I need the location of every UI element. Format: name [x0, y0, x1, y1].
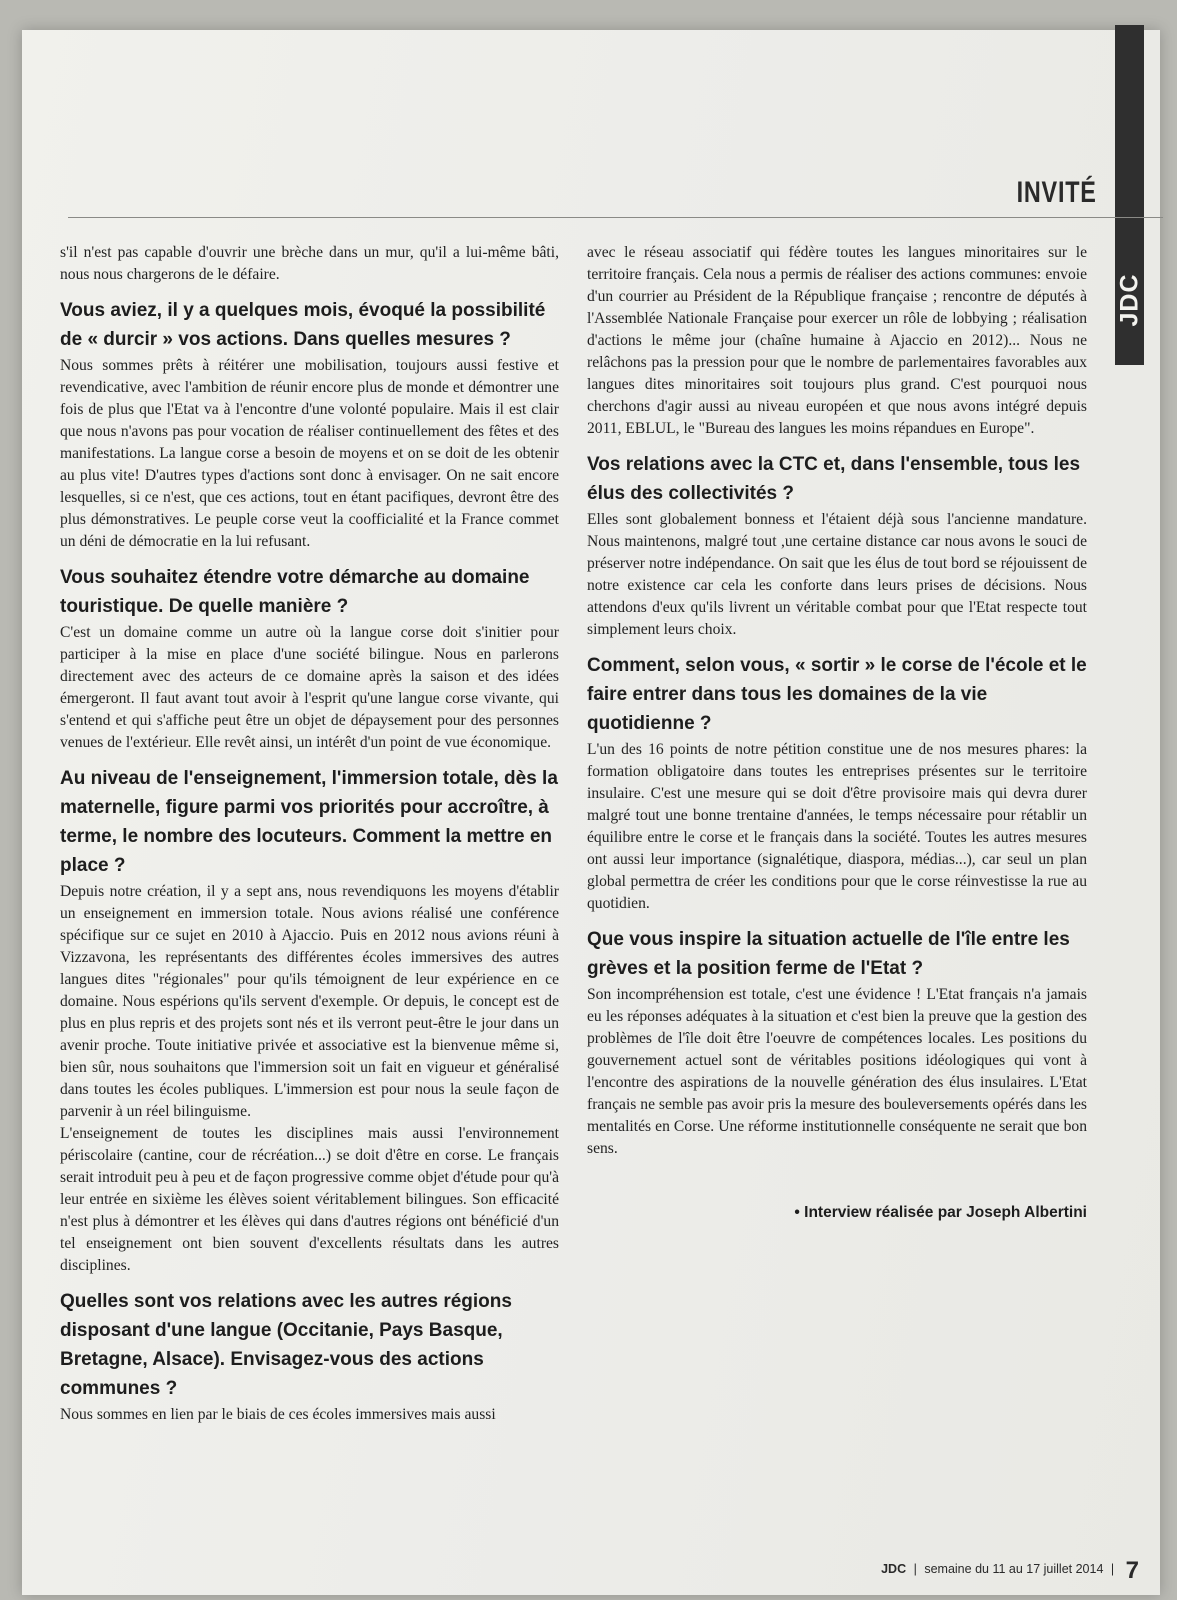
answer-tourisme: C'est un domaine comme un autre où la langue corse doit s'initier pour participer à la mise en place d'une société bilingue. Nous en parlerons directement avec des acteurs de ce domaine après la saison et des idées émergeront. Il faut avant tout avoir à l'esprit qu'une langue corse vivante, qui s'entend et qui s'affiche peut être un objet de dépaysement pour des personnes venues de l'extérieur. Elle revêt ainsi, un intérêt d'un point de vue économique. — [60, 624, 559, 751]
question-enseignement: Au niveau de l'enseignement, l'immersion totale, dès la maternelle, figure parmi vos priorités pour accroître, à terme, le nombre des locuteurs. Comment la mettre en place ? — [60, 768, 558, 876]
footer-separator: | — [913, 1562, 917, 1576]
question-regions: Quelles sont vos relations avec les autres régions disposant d'une langue (Occitanie, Pays Basque, Bretagne, Alsace). Envisagez-vous des actions communes ? — [60, 1291, 512, 1399]
right-column — [587, 242, 1087, 1224]
page-number: 7 — [1125, 1557, 1139, 1584]
question-situation: Que vous inspire la situation actuelle de l'île entre les grèves et la position ferme de l'Etat ? — [587, 929, 1070, 979]
question-ctc: Vos relations avec la CTC et, dans l'ensemble, tous les élus des collectivités ? — [587, 454, 1081, 504]
question-tourisme: Vous souhaitez étendre votre démarche au domaine touristique. De quelle manière ? — [60, 567, 530, 617]
footer-separator: | — [1110, 1562, 1115, 1576]
paragraph-intro: s'il n'est pas capable d'ouvrir une brèche dans un mur, qu'il a lui-même bâti, nous nous chargerons de le défaire. — [60, 244, 559, 283]
section-title: INVITÉ — [1016, 176, 1097, 209]
answer-regions-continued: avec le réseau associatif qui fédère toutes les langues minoritaires sur le territoire français. Cela nous a permis de réaliser des actions communes: envoie d'un courrier au Président de la République française ; rencontre de députés à l'Assemblée Nationale Française pour exercer un rôle de lobbying ; réalisation d'actions le même jour (chaîne humaine à Ajaccio en 2012)... Nous ne relâchons pas la pression pour que le nombre de parlementaires favorables aux langues dites minoritaires soit toujours plus grand. C'est pourquoi nous cherchons d'agir aussi au niveau européen et que nous avons intégré depuis 2011, EBLUL, le "Bureau des langues les moins répandues en Europe". — [587, 244, 1087, 437]
section-tab-label: JDC — [1115, 273, 1143, 327]
section-tab-label-box — [1115, 270, 1144, 330]
footer-issue-date: semaine du 11 au 17 juillet 2014 — [924, 1562, 1104, 1576]
answer-enseignement-1: Depuis notre création, il y a sept ans, nous revendiquons les moyens d'établir un enseignement en immersion totale. Nous avions réalisé une conférence spécifique sur ce sujet en 2010 à Ajaccio. Puis en 2012 nous avions réuni à Vizzavona, les représentants des différentes écoles immersives des autres langues dites "régionales" pour qu'ils témoignent de leur expérience en ce domaine. Nous espérions qu'ils servent d'exemple. Or depuis, le concept est de plus en plus repris et des projets sont nés et ils verront peut-être le jour dans un avenir proche. Toute initiative privée et associative est la bienvenue même si, bien sûr, nous souhaitons que l'immersion soit un fait en vigueur et généralisé dans toutes les écoles publiques. L'immersion est pour nous la seule façon de parvenir à un réel bilinguisme. — [60, 883, 559, 1120]
header-rule — [68, 217, 1163, 218]
footer-brand: JDC — [881, 1562, 907, 1576]
question-durcir: Vous aviez, il y a quelques mois, évoqué la possibilité de « durcir » vos actions. Dans quelles mesures ? — [60, 300, 546, 350]
author-byline: • Interview réalisée par Joseph Albertini — [794, 1204, 1087, 1221]
page-footer — [881, 1557, 1139, 1585]
answer-vie-quotidienne: L'un des 16 points de notre pétition constitue une de nos mesures phares: la formation obligatoire dans toutes les entreprises présentes sur le territoire insulaire. C'est une mesure qui se doit d'être provisoire mais qui devra durer malgré tout une bonne trentaine d'années, le temps nécessaire pour rétablir un équilibre entre le corse et le français dans la société. Toutes les autres mesures ont aussi leur importance (signalétique, diaspora, médias...), car seul un plan global permettra de créer les conditions pour que le corse réinvestisse la rue au quotidien. — [587, 741, 1087, 912]
answer-situation: Son incompréhension est totale, c'est une évidence ! L'Etat français n'a jamais eu les réponses adéquates à la situation et c'est bien la preuve que la gestion des problèmes de l'île doit être l'oeuvre de compétences locales. Les positions du gouvernement actuel sont de véritables positions idéologiques qui vont à l'encontre des aspirations de la nouvelle génération des élus insulaires. L'Etat français ne semble pas avoir pris la mesure des bouleversements opérés dans les mentalités en Corse. Une réforme institutionnelle conséquente ne serait que bon sens. — [587, 986, 1087, 1157]
question-vie-quotidienne: Comment, selon vous, « sortir » le corse de l'école et le faire entrer dans tous les domaines de la vie quotidienne ? — [587, 655, 1087, 734]
answer-regions: Nous sommes en lien par le biais de ces écoles immersives mais aussi — [60, 1406, 496, 1423]
left-column — [60, 242, 559, 1426]
answer-durcir: Nous sommes prêts à réitérer une mobilisation, toujours aussi festive et revendicative, avec l'ambition de réunir encore plus de monde et démontrer une fois de plus que l'Etat va à l'encontre d'une volonté populaire. Mais il est clair que nous n'avons pas pour vocation de réaliser continuellement des fêtes et des manifestations. La langue corse a besoin de moyens et on se doit de les obtenir au plus vite! D'autres types d'actions sont donc à envisager. On ne sait encore lesquelles, si ce n'est, que ces actions, tout en étant pacifiques, devront être des plus démonstratives. Le peuple corse veut la coofficialité et la France commet un déni de démocratie en la lui refusant. — [60, 357, 559, 550]
answer-ctc: Elles sont globalement bonness et l'étaient déjà sous l'ancienne mandature. Nous maintenons, malgré tout ,une certaine distance car nous avons le souci de préserver notre indépendance. On sait que les élus de tout bord se réjouissent de notre existence car cela les conforte dans leurs prises de décisions. Nous attendons d'eux qu'ils livrent un véritable combat pour que l'Etat respecte tout simplement leurs choix. — [587, 511, 1087, 638]
answer-enseignement-2: L'enseignement de toutes les disciplines mais aussi l'environnement périscolaire (cantine, cour de récréation...) se doit d'être en corse. Le français serait introduit peu à peu et de façon progressive comme objet d'étude pour qu'à leur entrée en sixième les élèves soient véritablement bilingues. Son efficacité n'est plus à démontrer et les élèves qui dans d'autres régions ont bénéficié d'un tel enseignement ont bien souvent d'excellents résultats dans les autres disciplines. — [60, 1125, 559, 1274]
